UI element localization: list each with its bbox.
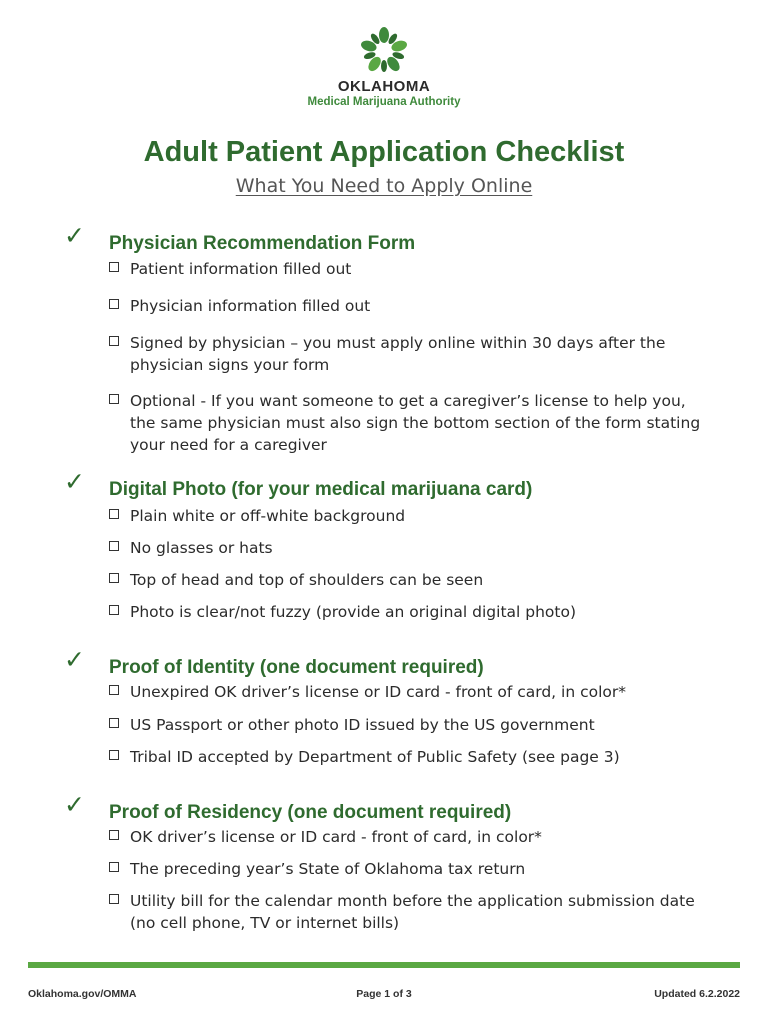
section-heading: Physician Recommendation Form <box>109 233 416 254</box>
oklahoma-star-leaf-icon <box>359 26 409 76</box>
checklist-item-text: Optional - If you want someone to get a caregiver’s license to help you, the same physician must also sign the bottom section of the form stating your need for a caregiver <box>130 392 701 454</box>
checklist-item-text: Physician information filled out <box>130 297 371 315</box>
checkbox[interactable] <box>109 541 119 551</box>
checkbox[interactable] <box>109 830 119 840</box>
checklist-item <box>109 569 709 591</box>
checklist-item <box>109 890 709 934</box>
checklist-item <box>109 746 709 768</box>
checkbox[interactable] <box>109 685 119 695</box>
checklist-item-text: Signed by physician – you must apply online within 30 days after the physician signs your form <box>130 334 666 374</box>
checklist-item-text: No glasses or hats <box>130 539 273 557</box>
checklist-item <box>109 826 709 848</box>
checklist-item <box>109 681 709 703</box>
checklist-item <box>109 858 709 880</box>
checklist-item <box>109 295 709 317</box>
footer-website[interactable]: Oklahoma.gov/OMMA <box>28 988 137 1000</box>
checklist-item-text: US Passport or other photo ID issued by the US government <box>130 716 595 734</box>
section-heading: Proof of Identity (one document required) <box>109 657 484 678</box>
checklist-item <box>109 258 709 280</box>
checkbox[interactable] <box>109 509 119 519</box>
footer-page-number: Page 1 of 3 <box>356 988 412 1000</box>
section-heading: Proof of Residency (one document required) <box>109 802 512 823</box>
checkbox[interactable] <box>109 750 119 760</box>
checkbox[interactable] <box>109 394 119 404</box>
checklist-item-text: Unexpired OK driver’s license or ID card - front of card, in color* <box>130 683 627 701</box>
page-subtitle: What You Need to Apply Online <box>235 175 533 197</box>
header-logo <box>0 26 768 108</box>
org-subtitle: Medical Marijuana Authority <box>307 96 461 108</box>
checklist-item <box>109 505 709 527</box>
checklist-item <box>109 390 709 456</box>
checklist-item <box>109 332 709 376</box>
checkmark-icon: ✓ <box>64 221 85 250</box>
checkmark-icon: ✓ <box>64 790 85 819</box>
checklist-item <box>109 537 709 559</box>
checklist-item-text: Top of head and top of shoulders can be seen <box>130 571 484 589</box>
checkbox[interactable] <box>109 894 119 904</box>
section-heading: Digital Photo (for your medical marijuana card) <box>109 479 533 500</box>
checklist-item-text: Utility bill for the calendar month before the application submission date (no cell phone, TV or internet bills) <box>130 892 695 932</box>
checkmark-icon: ✓ <box>64 467 85 496</box>
checkbox[interactable] <box>109 862 119 872</box>
checkbox[interactable] <box>109 605 119 615</box>
page-title: Adult Patient Application Checklist <box>143 136 625 168</box>
checkbox[interactable] <box>109 262 119 272</box>
checkbox[interactable] <box>109 299 119 309</box>
checklist-item <box>109 714 709 736</box>
checkbox[interactable] <box>109 336 119 346</box>
footer-divider <box>28 962 740 968</box>
checklist-item <box>109 601 709 623</box>
checklist-item-text: Tribal ID accepted by Department of Public Safety (see page 3) <box>130 748 620 766</box>
checkbox[interactable] <box>109 718 119 728</box>
checklist-item-text: Plain white or off-white background <box>130 507 406 525</box>
checkbox[interactable] <box>109 573 119 583</box>
checklist-item-text: The preceding year’s State of Oklahoma tax return <box>130 860 526 878</box>
checklist-item-text: OK driver’s license or ID card - front of card, in color* <box>130 828 542 846</box>
footer-updated-date: Updated 6.2.2022 <box>654 988 740 1000</box>
org-name: OKLAHOMA <box>337 78 431 95</box>
checklist-item-text: Photo is clear/not fuzzy (provide an original digital photo) <box>130 603 577 621</box>
checkmark-icon: ✓ <box>64 645 85 674</box>
checklist-item-text: Patient information filled out <box>130 260 352 278</box>
